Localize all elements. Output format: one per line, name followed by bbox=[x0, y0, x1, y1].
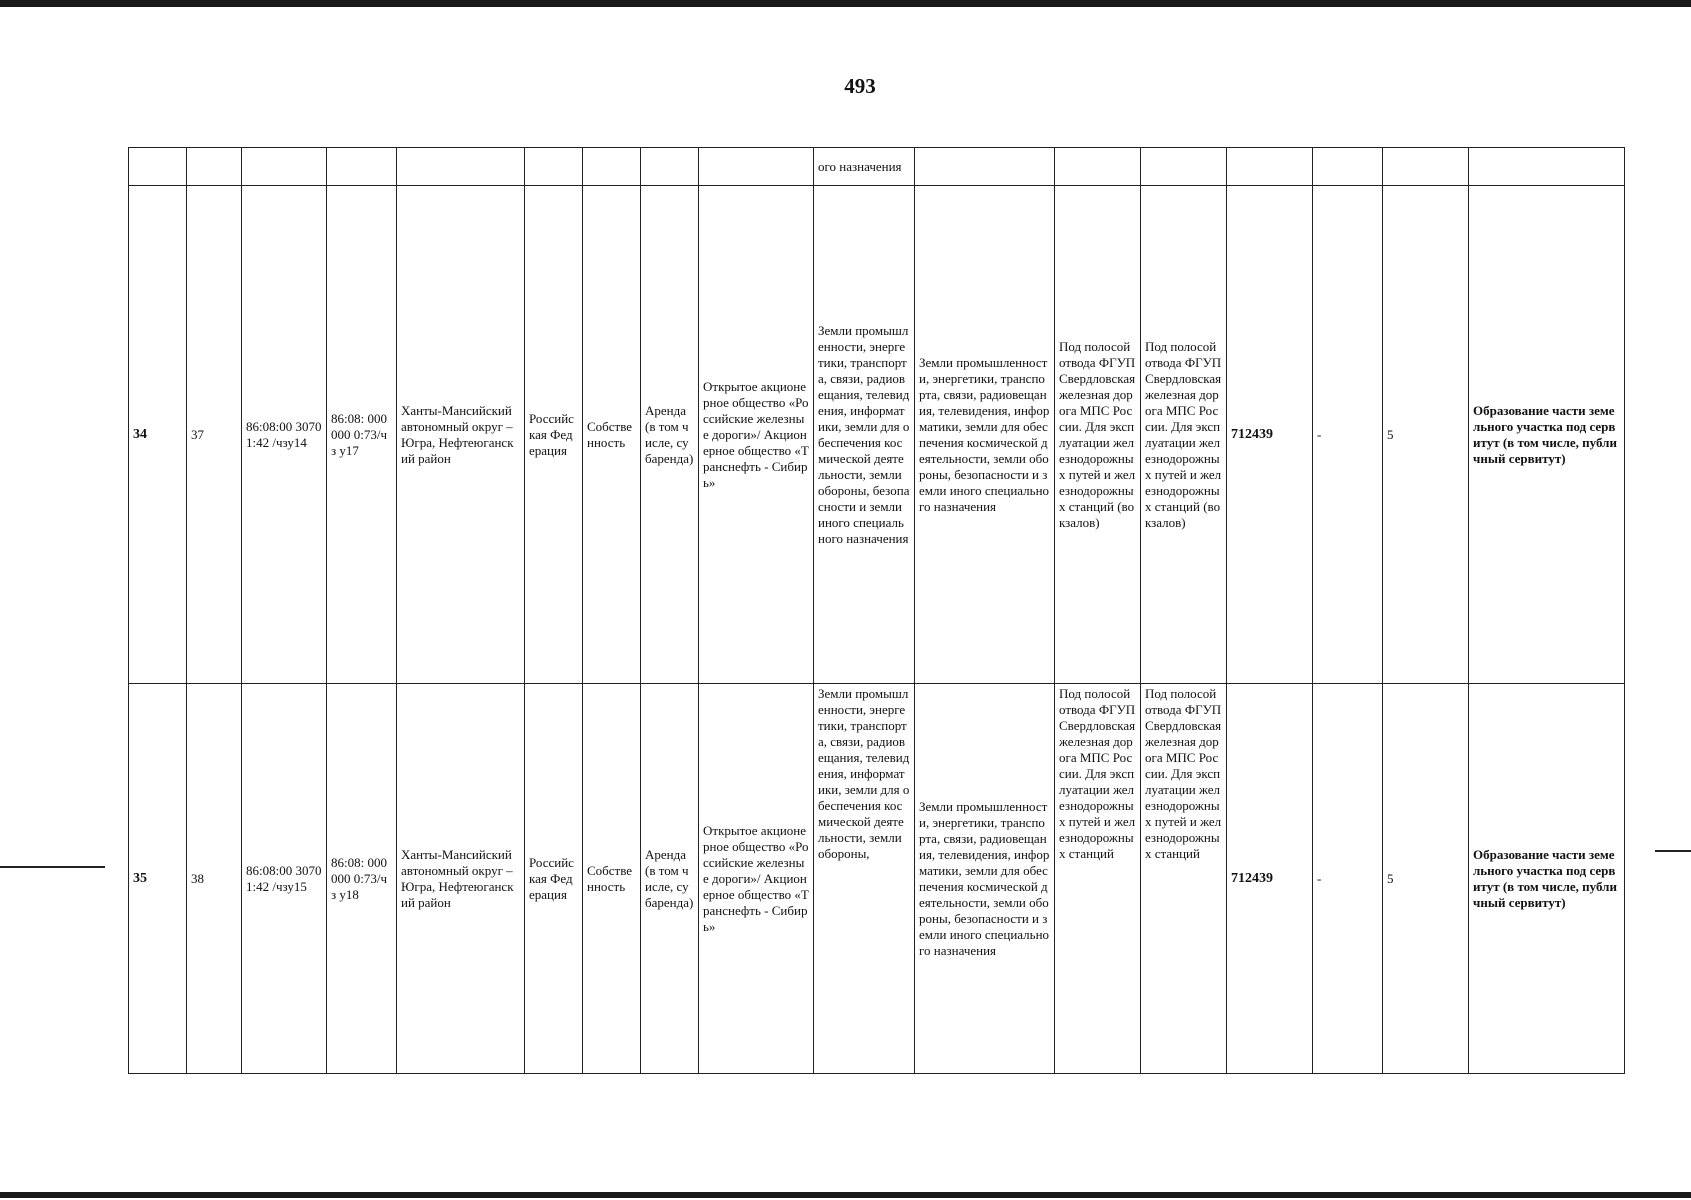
land-registry-table bbox=[128, 147, 1625, 1074]
cell-purpose: Образование части земельного участка под сервитут (в том числе, публичный сервитут) bbox=[1469, 684, 1625, 1074]
cell-parcel-cadastral-number: 86:08: 000000 0:73/чз у17 bbox=[327, 186, 397, 684]
cell-empty bbox=[1055, 148, 1141, 186]
table-row bbox=[129, 684, 1625, 1074]
left-margin-mark bbox=[0, 866, 105, 868]
cell-row-number: 34 bbox=[129, 186, 187, 684]
cell-right-type: Собственность bbox=[583, 186, 641, 684]
cell-parcel-cadastral-number: 86:08: 000000 0:73/чз у18 bbox=[327, 684, 397, 1074]
cell-dash: - bbox=[1313, 684, 1383, 1074]
cell-owner: Российская Федерация bbox=[525, 684, 583, 1074]
cell-permitted-use-2: Под полосой отвода ФГУП Свердловская железная дорога МПС России. Для эксплуатации железнодорожных путей и железнодорожных станций bbox=[1141, 684, 1227, 1074]
cell-right-holder: Открытое акционерное общество «Российские железные дороги»/ Акционерное общество «Транснефть - Сибирь» bbox=[699, 684, 814, 1074]
right-margin-mark bbox=[1655, 850, 1691, 852]
cell-empty bbox=[129, 148, 187, 186]
cell-encumbrance: Аренда (в том числе, субаренда) bbox=[641, 684, 699, 1074]
cell-sequence: 38 bbox=[187, 684, 242, 1074]
cell-land-category-tail: ого назначения bbox=[814, 148, 915, 186]
cell-empty bbox=[242, 148, 327, 186]
page-number: 493 bbox=[844, 74, 876, 98]
cell-sequence: 37 bbox=[187, 186, 242, 684]
cell-right-holder: Открытое акционерное общество «Российские железные дороги»/ Акционерное общество «Транснефть - Сибирь» bbox=[699, 186, 814, 684]
cell-right-type: Собственность bbox=[583, 684, 641, 1074]
cell-area: 712439 bbox=[1227, 186, 1313, 684]
cell-count: 5 bbox=[1383, 186, 1469, 684]
cell-land-category: Земли промышленности, энергетики, транспорта, связи, радиовещания, телевидения, информатики, земли для обеспечения космической деятельности, земли обороны, безопасности и земли иного специального назначения bbox=[814, 186, 915, 684]
cell-dash: - bbox=[1313, 186, 1383, 684]
cell-address: Ханты-Мансийский автономный округ – Югра, Нефтеюганский район bbox=[397, 186, 525, 684]
cell-address: Ханты-Мансийский автономный округ – Югра, Нефтеюганский район bbox=[397, 684, 525, 1074]
cell-permitted-use: Под полосой отвода ФГУП Свердловская железная дорога МПС России. Для эксплуатации железнодорожных путей и железнодорожных станций (вокзалов) bbox=[1055, 186, 1141, 684]
cell-part-cadastral-number: 86:08:00 30701:42 /чзу14 bbox=[242, 186, 327, 684]
cell-empty bbox=[699, 148, 814, 186]
cell-empty bbox=[1383, 148, 1469, 186]
top-border-rule bbox=[0, 0, 1691, 7]
cell-permitted-use-2: Под полосой отвода ФГУП Свердловская железная дорога МПС России. Для эксплуатации железнодорожных путей и железнодорожных станций (вокзалов) bbox=[1141, 186, 1227, 684]
cell-encumbrance: Аренда (в том числе, субаренда) bbox=[641, 186, 699, 684]
cell-empty bbox=[915, 148, 1055, 186]
cell-empty bbox=[1469, 148, 1625, 186]
cell-owner: Российская Федерация bbox=[525, 186, 583, 684]
cell-row-number: 35 bbox=[129, 684, 187, 1074]
cell-part-cadastral-number: 86:08:00 30701:42 /чзу15 bbox=[242, 684, 327, 1074]
cell-empty bbox=[525, 148, 583, 186]
cell-empty bbox=[187, 148, 242, 186]
cell-empty bbox=[641, 148, 699, 186]
cell-area: 712439 bbox=[1227, 684, 1313, 1074]
cell-empty bbox=[583, 148, 641, 186]
cell-permitted-use: Под полосой отвода ФГУП Свердловская железная дорога МПС России. Для эксплуатации железнодорожных путей и железнодорожных станций bbox=[1055, 684, 1141, 1074]
cell-empty bbox=[397, 148, 525, 186]
bottom-border-rule bbox=[0, 1192, 1691, 1198]
cell-purpose: Образование части земельного участка под сервитут (в том числе, публичный сервитут) bbox=[1469, 186, 1625, 684]
cell-land-category-2: Земли промышленности, энергетики, транспорта, связи, радиовещания, телевидения, информатики, земли для обеспечения космической деятельности, земли обороны, безопасности и земли иного специального назначения bbox=[915, 186, 1055, 684]
cell-empty bbox=[1313, 148, 1383, 186]
table-row bbox=[129, 186, 1625, 684]
cell-empty bbox=[327, 148, 397, 186]
cell-land-category-2: Земли промышленности, энергетики, транспорта, связи, радиовещания, телевидения, информатики, земли для обеспечения космической деятельности, земли обороны, безопасности и земли иного специального назначения bbox=[915, 684, 1055, 1074]
cell-empty bbox=[1227, 148, 1313, 186]
table-row-continuation bbox=[129, 148, 1625, 186]
cell-empty bbox=[1141, 148, 1227, 186]
cell-count: 5 bbox=[1383, 684, 1469, 1074]
cell-land-category: Земли промышленности, энергетики, транспорта, связи, радиовещания, телевидения, информатики, земли для обеспечения космической деятельности, земли обороны, bbox=[814, 684, 915, 1074]
